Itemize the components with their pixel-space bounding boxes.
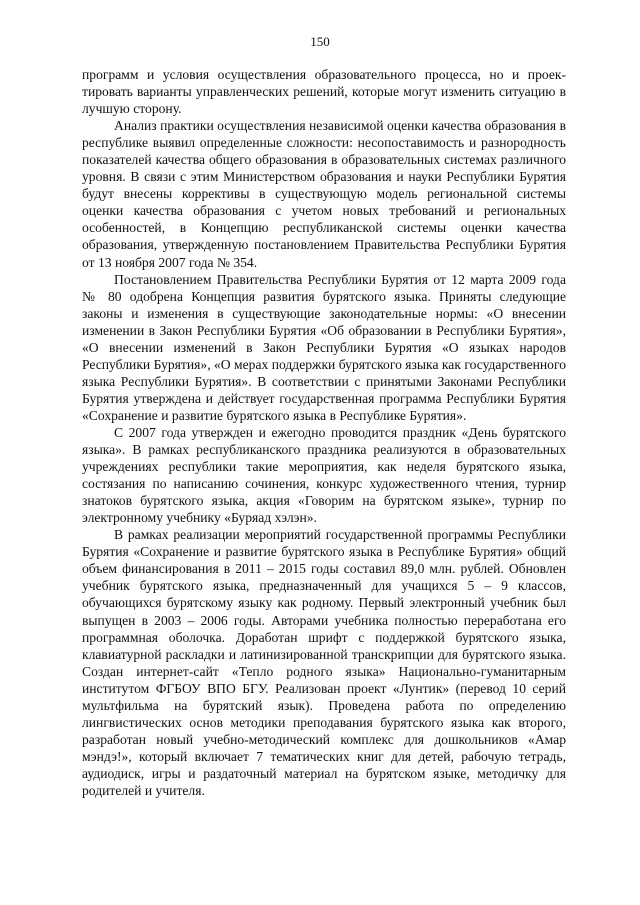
paragraph-continuation: программ и условия осуществления образовательного процесса, но и проектировать варианты управленческих решений, которые могут изменить ситуацию в лучшую сторону. xyxy=(82,67,566,117)
paragraph-quality-assessment: Анализ практики осуществления независимой оценки качества образования в республике выявил определенные сложности: несопоставимость и разнородность показателей качества общего образования в образовательных системах различного уровня. В связи с этим Министерством образования и науки Республики Бурятия будут внесены коррективы в существующую модель региональной системы оценки качества образования с учетом новых требований и региональных особенностей, в Концепцию республиканской системы оценки качества образования, утвержденную постановлением Правительства Республики Бурятия от 13 ноября 2007 года № 354. xyxy=(82,118,566,270)
paragraph-state-program: В рамках реализации мероприятий государственной программы Республики Бурятия «Сохранение и развитие бурятского языка в Республике Бурятия» общий объем финансирования в 2011 – 2015 годы составил 89,0 млн. рублей. Обновлен учебник бурятского языка, предназначенный для учащихся 5 – 9 классов, обучающихся бурятскому языку как родному. Первый электронный учебник был выпущен в 2003 – 2006 годы. Авторами учебника полностью переработана его программная оболочка. Доработан шрифт с поддержкой бурятского языка, клавиатурной раскладки и латинизированной транскрипции для бурятского языка. Создан интернет-сайт «Тепло родного языка» Национально-гуманитарным институтом ФГБОУ ВПО БГУ. Реализован проект «Лунтик» (перевод 10 серий мультфильма на бурятский язык). Проведена работа по определению лингвистических основ методики преподавания бурятского языка как второго, разработан новый учебно-методический комплекс для дошкольников «Амар мэндэ!», который включает 7 тематических книг для детей, рабочую тетрадь, аудиодиск, игры и раздаточный материал на бурятском языке, методичку для родителей и учителя. xyxy=(82,527,566,798)
paragraph-language-concept: Постановлением Правительства Республики Бурятия от 12 марта 2009 года № 80 одобрена Концепция развития бурятского языка. Приняты следующие законы и изменения в существующие законодательные нормы: «О внесении изменении в Закон Республики Бурятия «Об образовании в Республики Бурятия», «О внесении изменений в Закон Республики Бурятия «О языках народов Республики Бурятия», «О мерах поддержки бурятского языка как государственного языка Республики Бурятия». В соответствии с принятыми Законами Республики Бурятия утверждена и действует государственная программа Республики Бурятия «Сохранение и развитие бурятского языка в Республике Бурятия». xyxy=(82,271,566,423)
document-body xyxy=(82,66,566,799)
page-number: 150 xyxy=(310,34,330,49)
paragraph-language-day: С 2007 года утвержден и ежегодно проводится праздник «День бурятского языка». В рамках республиканского праздника реализуются в образовательных учреждениях республики такие мероприятия, как неделя бурятского языка, состязания по написанию сочинения, конкурс художественного чтения, турнир знатоков бурятского языка, акция «Говорим на бурятском языке», турнир по электронному учебнику «Буряад хэлэн». xyxy=(82,424,566,526)
